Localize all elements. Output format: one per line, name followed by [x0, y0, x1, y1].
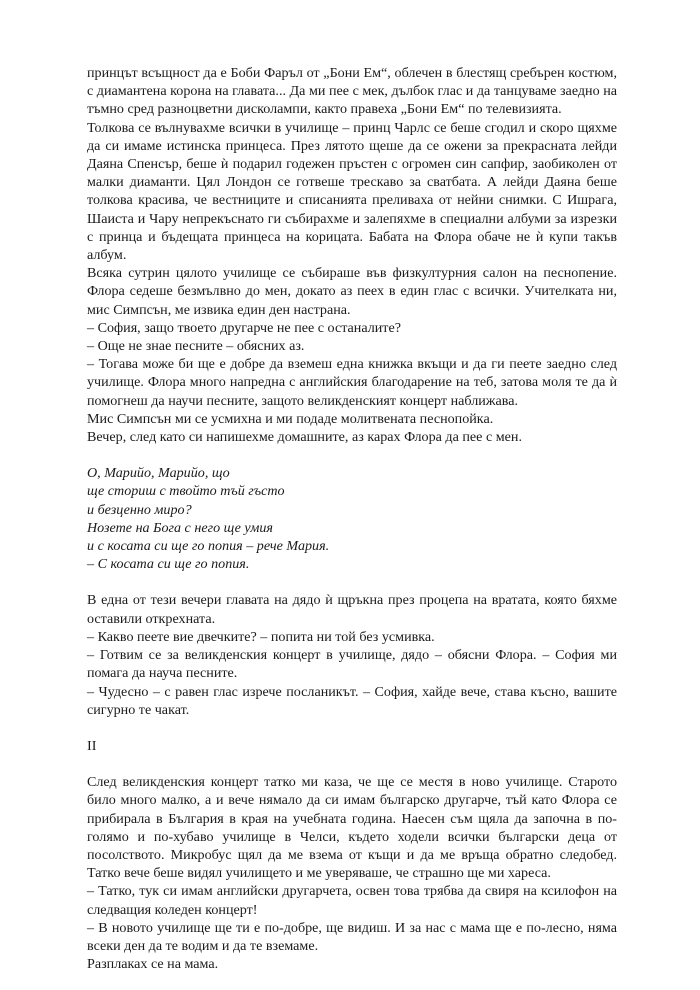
dialogue-line: – В новото училище ще ти е по-добре, ще видиш. И за нас с мама ще е по-лесно, няма всеки ден да те водим и да те вземаме.: [87, 919, 617, 954]
poem-line: и безценно миро?: [87, 501, 192, 518]
dialogue-line: – Какво пеете вие двечките? – попита ни той без усмивка.: [87, 628, 435, 645]
prose-block-3: [87, 773, 617, 973]
poem-line: Нозете на Бога с него ще умия: [87, 519, 273, 536]
poem-line: О, Марийо, Марийо, що: [87, 465, 230, 482]
prose-block-1: [87, 64, 617, 446]
document-page: [87, 64, 617, 973]
paragraph: Мис Симпсън ми се усмихна и ми подаде молитвената песнопойка.: [87, 410, 494, 427]
spacer: [87, 446, 617, 464]
dialogue-line: – София, защо твоето другарче не пее с останалите?: [87, 319, 401, 336]
paragraph: Вечер, след като си напишехме домашните, аз карах Флора да пее с мен.: [87, 429, 522, 446]
section-heading: II: [87, 737, 97, 754]
dialogue-line: – Чудесно – с равен глас изрече посланикът. – София, хайде вече, става късно, вашите сигурно те чакат.: [87, 683, 617, 718]
dialogue-line: – Тогава може би ще е добре да вземеш една книжка вкъщи и да ги пеете заедно след училище. Флора много напредна с английския благодарение на теб, затова моля те да ѝ помогнеш да научи песните, защото великденският концерт наближава.: [87, 356, 617, 409]
paragraph: Всяка сутрин цялото училище се събираше във физкултурния салон на песнопение. Флора седеше безмълвно до мен, докато аз пеех в един глас с всички. Учителката ни, мис Симпсън, ме извика един ден настрана.: [87, 265, 617, 318]
paragraph: След великденския концерт татко ми каза, че ще се местя в ново училище. Старото било много малко, а и вече нямало да си имам българско другарче, тъй като Флора се прибирала в България в края на учебната година. Наесен съм щяла да започна в по-голямо и по-хубаво училище в Челси, където ходели всички български деца от посолството. Микробус щял да ме взема от къщи и да ме връща обратно следобед. Татко вече беше видял училището и ме уверяваше, че страшно ще ми хареса.: [87, 774, 617, 882]
dialogue-line: – Готвим се за великденския концерт в училище, дядо – обясни Флора. – София ми помага да науча песните.: [87, 647, 617, 682]
dialogue-line: – Още не знае песните – обясних аз.: [87, 338, 305, 355]
paragraph: Толкова се вълнувахме всички в училище – принц Чарлс се беше сгодил и скоро щяхме да си имаме истинска принцеса. През лятото щеше да се ожени за прекрасната лейди Даяна Спенсър, беше ѝ подарил годежен пръстен с огромен син сапфир, заобиколен от малки диаманти. Цял Лондон се готвеше трескаво за сватбата. А лейди Даяна беше толкова красива, че вестниците и списанията преливаха от нейни снимки. С Ишрага, Шаиста и Чару непрекъснато ги събирахме и залепяхме в специални албуми за изрезки с принца и бъдещата принцеса на корицата. Бабата на Флора обаче не ѝ купи такъв албум.: [87, 119, 617, 264]
dialogue-line: – Татко, тук си имам английски другарчета, освен това трябва да свиря на ксилофон на следващия коледен концерт!: [87, 883, 617, 918]
spacer: [87, 755, 617, 773]
spacer: [87, 573, 617, 591]
paragraph: В една от тези вечери главата на дядо ѝ щръкна през процепа на вратата, която бяхме оставили открехната.: [87, 592, 617, 627]
poem-line: ще сториш с твойто тъй гъсто: [87, 483, 285, 500]
spacer: [87, 719, 617, 737]
paragraph: Разплаках се на мама.: [87, 956, 219, 973]
paragraph: принцът всъщност да е Боби Фаръл от „Бони Ем“, облечен в блестящ сребърен костюм, с диамантена корона на главата... Да ми пее с мек, дълбок глас и да танцуваме заедно на тъмно сред разноцветни дисколампи, както правеха „Бони Ем“ по телевизията.: [87, 65, 617, 118]
poem-block: [87, 464, 617, 573]
poem-line: и с косата си ще го попия – рече Мария.: [87, 538, 330, 555]
prose-block-2: [87, 591, 617, 718]
poem-line: – С косата си ще го попия.: [87, 556, 250, 573]
